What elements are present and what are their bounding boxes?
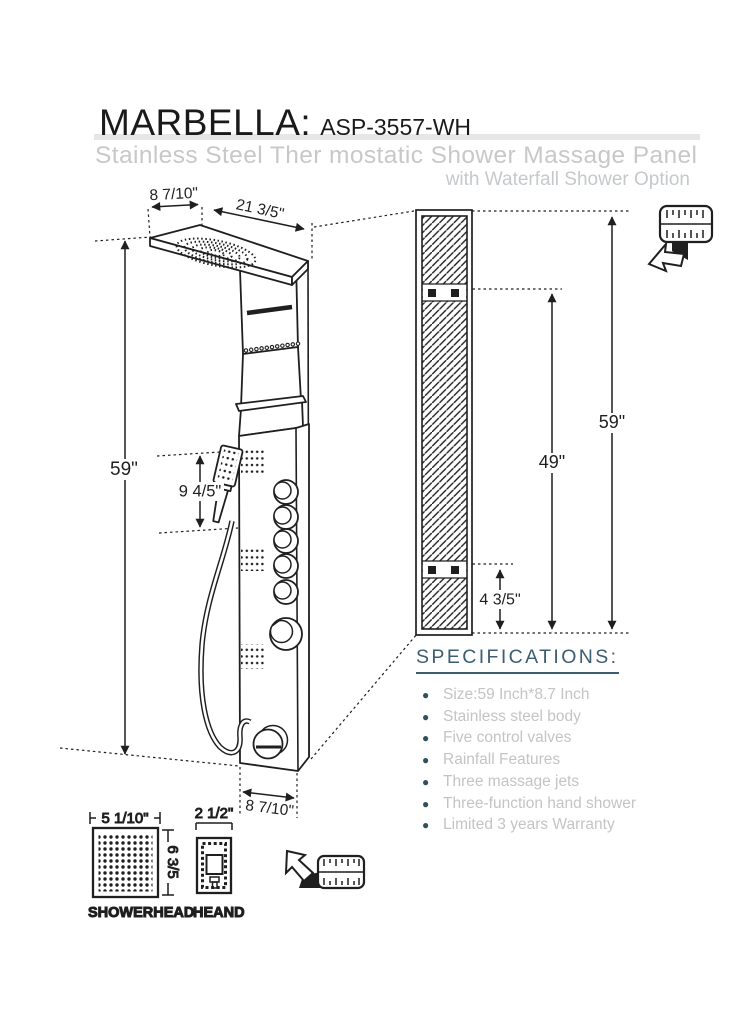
bullet-icon: ● <box>422 796 430 811</box>
arrow-up-left-icon <box>286 851 313 881</box>
showerhead-label: SHOWERHEAD <box>88 905 195 921</box>
showerhead-detail <box>88 810 194 921</box>
spec-item: ● Rainfall Features <box>416 749 716 771</box>
specifications-section <box>416 646 716 836</box>
spec-item: ● Three massage jets <box>416 771 716 793</box>
tape-measure-icon-top <box>649 206 712 271</box>
dim-side-bracket-height: 49" <box>538 452 566 472</box>
bullet-icon: ● <box>422 709 430 724</box>
specifications-list <box>416 684 716 836</box>
dim-top-length: 21 3/5" <box>234 196 286 223</box>
overhead-showerhead <box>150 225 308 285</box>
mounting-bracket-upper <box>422 284 467 301</box>
dim-showerhead-width: 5 1/10" <box>101 810 149 827</box>
spec-item: ● Five control valves <box>416 727 716 749</box>
control-valves <box>274 480 298 604</box>
thermostatic-knob <box>270 618 302 650</box>
product-tagline: with Waterfall Shower Option <box>445 169 690 190</box>
spec-item: ● Limited 3 years Warranty <box>416 814 716 836</box>
spec-item: ● Stainless steel body <box>416 706 716 728</box>
dim-bottom-width: 8 7/10" <box>244 797 295 820</box>
bullet-icon: ● <box>422 731 430 746</box>
hand-width-dim <box>196 823 232 830</box>
dim-top-width: 8 7/10" <box>149 184 199 205</box>
shower-panel-drawing <box>150 225 309 771</box>
spec-item: ● Three-function hand shower <box>416 793 716 815</box>
hand-shower-detail <box>193 805 245 921</box>
brand-name: MARBELLA: <box>99 102 312 143</box>
mounting-bracket-lower <box>422 561 467 578</box>
bullet-icon: ● <box>422 688 430 702</box>
specifications-heading: SPECIFICATIONS: <box>416 646 619 674</box>
tape-measure-icon-bottom <box>286 851 364 888</box>
dim-side-total-height: 59" <box>598 412 626 432</box>
dim-side-lower-height: 4 3/5" <box>479 591 521 609</box>
hand-label: HEAND <box>193 905 245 921</box>
product-subtitle: Stainless Steel Ther mostatic Shower Massage Panel <box>95 142 698 169</box>
dim-showerhead-depth: 6 3/5 <box>164 845 181 879</box>
spec-item: ● Size:59 Inch*8.7 Inch <box>416 684 716 706</box>
dim-panel-height: 59" <box>110 459 138 480</box>
side-view <box>416 210 472 635</box>
dim-hand-width: 2 1/2" <box>194 805 234 822</box>
model-number: ASP-3557-WH <box>320 114 472 140</box>
bullet-icon: ● <box>422 753 430 768</box>
bullet-icon: ● <box>422 774 430 789</box>
bullet-icon: ● <box>422 818 430 833</box>
dim-hand-shower-height: 9 4/5" <box>178 482 222 501</box>
